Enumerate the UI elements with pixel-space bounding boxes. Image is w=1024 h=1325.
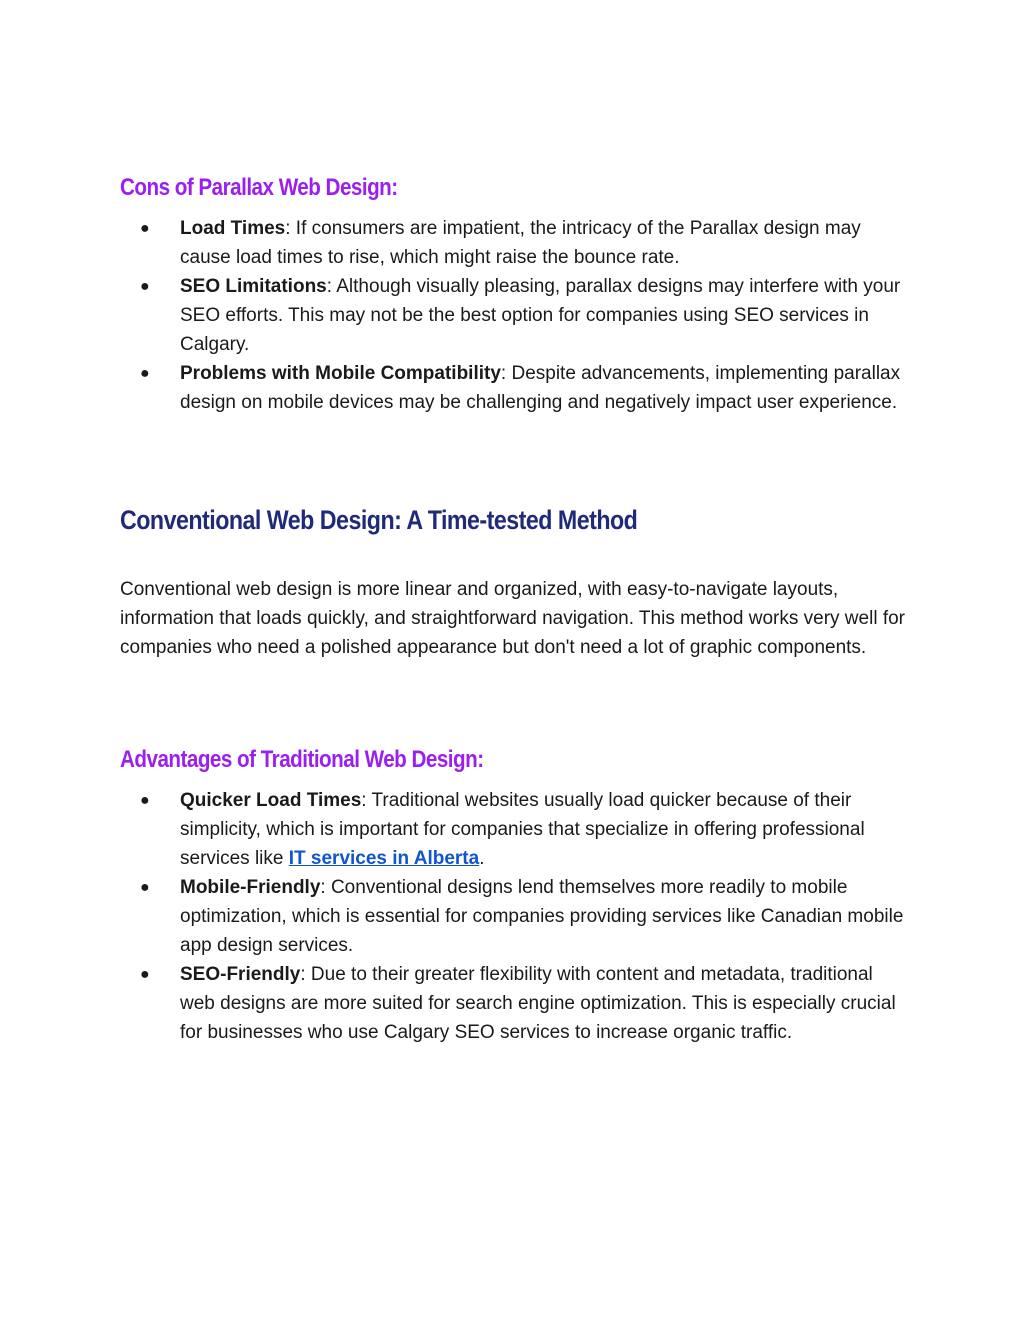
list-item-term: Problems with Mobile Compatibility	[180, 363, 501, 384]
list-item-term: SEO-Friendly	[180, 964, 301, 985]
list-item-text: : Although visually pleasing, parallax designs may interfere with your SEO efforts. This may not be the best option for companies using SEO services in Calgary.	[180, 276, 901, 355]
cons-heading: Cons of Parallax Web Design:	[120, 174, 398, 201]
conventional-heading: Conventional Web Design: A Time-tested Method	[120, 505, 638, 535]
list-item-text: : Due to their greater flexibility with content and metadata, traditional web designs are more suited for search engine optimization. This is especially crucial for businesses who use Calgary SEO services to increase organic traffic.	[180, 964, 896, 1043]
list-item-term: Mobile-Friendly	[180, 877, 321, 898]
conventional-paragraph: Conventional web design is more linear and organized, with easy-to-navigate layouts, information that loads quickly, and straightforward navigation. This method works very well for companies who need a polished appearance but don't need a lot of graphic components.	[120, 579, 905, 658]
bullet-icon: ●	[140, 792, 150, 809]
list-item-text-end: .	[479, 848, 485, 869]
list-item-text: : Traditional websites usually load quicker because of their simplicity, which is important for companies that specialize in offering professional services like	[180, 790, 865, 869]
list-item	[120, 359, 910, 417]
list-item	[120, 272, 910, 359]
advantages-list	[120, 786, 910, 1047]
bullet-icon: ●	[140, 278, 150, 295]
bullet-icon: ●	[140, 966, 150, 983]
advantages-heading: Advantages of Traditional Web Design:	[120, 746, 484, 773]
list-item	[120, 873, 910, 960]
list-item	[120, 214, 910, 272]
list-item-text: : If consumers are impatient, the intricacy of the Parallax design may cause load times to rise, which might raise the bounce rate.	[180, 218, 861, 268]
list-item	[120, 786, 910, 873]
bullet-icon: ●	[140, 220, 150, 237]
it-services-alberta-link[interactable]: IT services in Alberta	[288, 848, 480, 869]
bullet-icon: ●	[140, 879, 150, 896]
list-item	[120, 960, 910, 1047]
list-item-term: Quicker Load Times	[180, 790, 362, 811]
list-item-text: : Despite advancements, implementing parallax design on mobile devices may be challenging and negatively impact user experience.	[180, 363, 901, 413]
cons-list	[120, 214, 910, 417]
bullet-icon: ●	[140, 365, 150, 382]
list-item-text: : Conventional designs lend themselves more readily to mobile optimization, which is essential for companies providing services like Canadian mobile app design services.	[180, 877, 904, 956]
list-item-term: SEO Limitations	[180, 276, 327, 297]
list-item-term: Load Times	[180, 218, 286, 239]
